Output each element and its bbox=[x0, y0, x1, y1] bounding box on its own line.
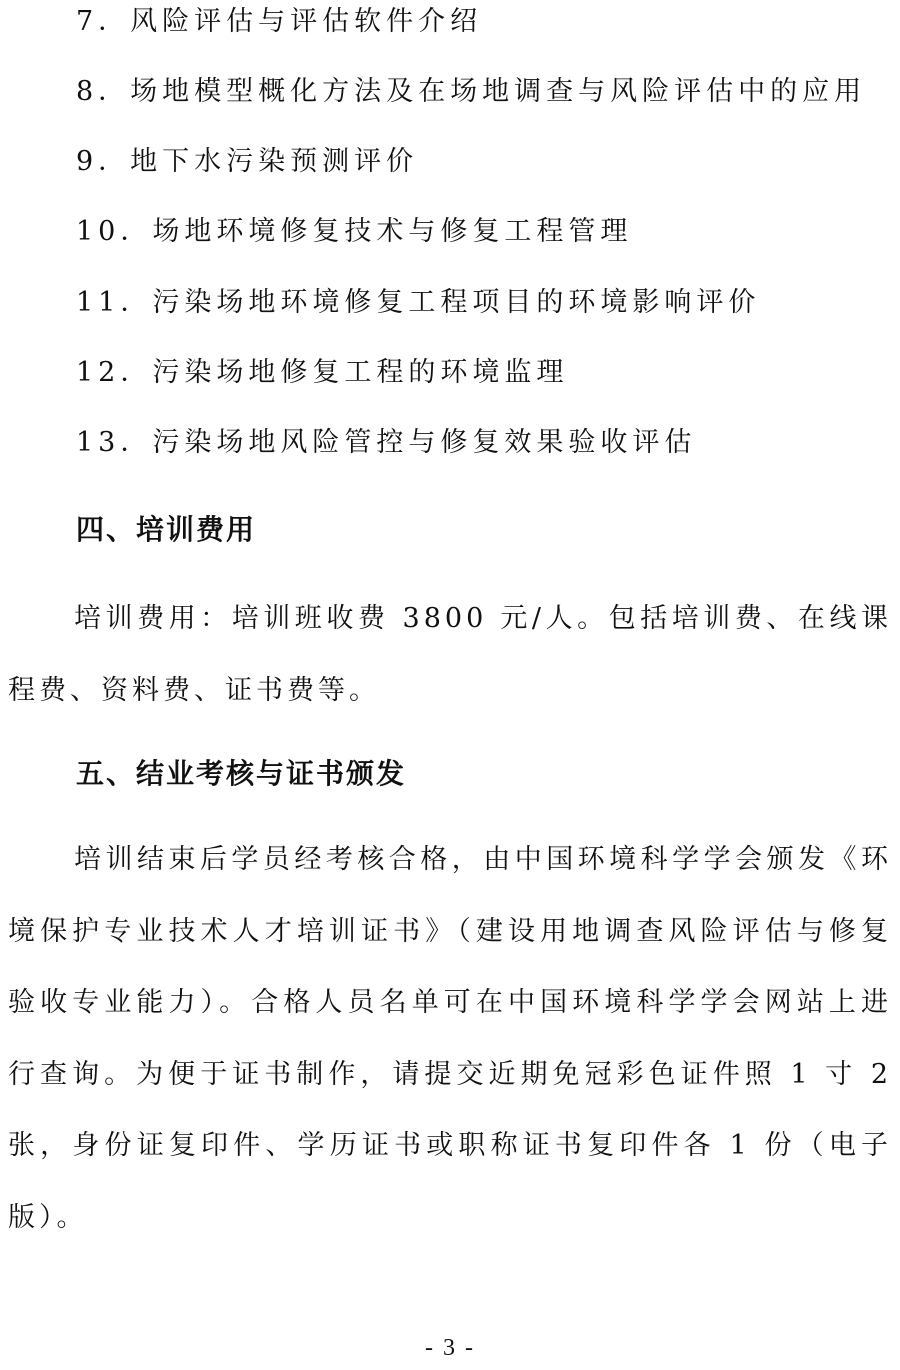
paragraph-fees: 培训费用：培训班收费 3800 元/人。包括培训费、在线课程费、资料费、证书费等。 bbox=[8, 603, 892, 706]
section-heading-certificate: 五、结业考核与证书颁发 bbox=[76, 757, 407, 790]
list-item-7: 7．风险评估与评估软件介绍 bbox=[76, 6, 483, 37]
page-number: - 3 - bbox=[425, 1335, 475, 1361]
list-item-13: 13．污染场地风险管控与修复效果验收评估 bbox=[76, 427, 697, 458]
list-item-12: 12．污染场地修复工程的环境监理 bbox=[76, 357, 569, 388]
section-heading-fees: 四、培训费用 bbox=[76, 513, 257, 546]
list-item-9: 9．地下水污染预测评价 bbox=[76, 146, 419, 177]
list-item-11: 11．污染场地环境修复工程项目的环境影响评价 bbox=[76, 287, 761, 318]
list-item-10: 10．场地环境修复技术与修复工程管理 bbox=[76, 216, 633, 247]
paragraph-certificate: 培训结束后学员经考核合格，由中国环境科学学会颁发《环境保护专业技术人才培训证书》（建设用地调查风险评估与修复验收专业能力）。合格人员名单可在中国环境科学学会网站上进行查询。为便于证书制作，请提交近期免冠彩色证件照 1 寸 2 张，身份证复印件、学历证书或职称证书复印件各 1 份（电子版）。 bbox=[8, 844, 892, 1233]
list-item-8: 8．场地模型概化方法及在场地调查与风险评估中的应用 bbox=[76, 76, 867, 107]
